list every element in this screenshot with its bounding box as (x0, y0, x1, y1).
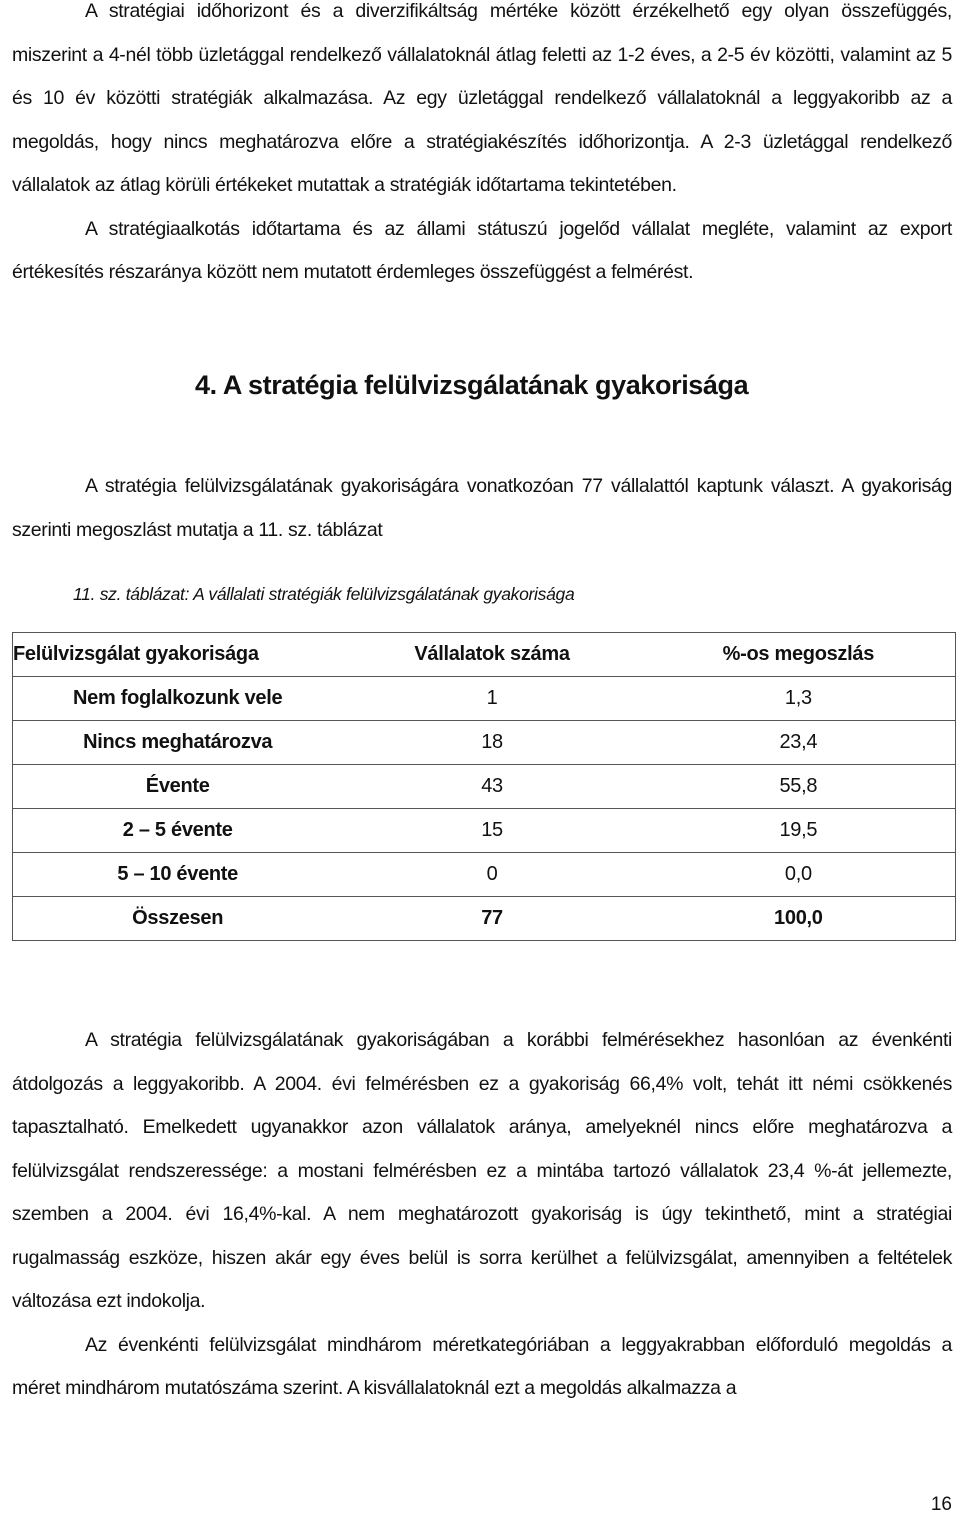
total-label: Összesen (13, 897, 343, 941)
body-paragraph: A stratégiai időhorizont és a diverzifikáltság mértéke között érzékelhető egy olyan összefüggés, miszerint a 4-nél több üzletággal rendelkező vállalatoknál átlag feletti az 1-2 éves, a 2-5 év közötti, valamint az 5 és 10 év közötti stratégiák alkalmazása. Az egy üzletággal rendelkező vállalatoknál a leggyakoribb az a megoldás, hogy nincs meghatározva előre a stratégiakészítés időhorizontja. A 2-3 üzletággal rendelkező vállalatok az átlag körüli értékeket mutattak a stratégiák időtartama tekintetében. (12, 0, 952, 196)
company-count: 15 (342, 809, 641, 853)
percent-share: 23,4 (642, 721, 956, 765)
top-text-block (12, 0, 952, 295)
row-label: 2 – 5 évente (13, 809, 343, 853)
body-paragraph: A stratégia felülvizsgálatának gyakoriságában a korábbi felmérésekhez hasonlóan az évenkénti átdolgozás a leggyakoribb. A 2004. évi felmérésben ez a gyakoriság 66,4% volt, tehát itt némi csökkenés tapasztalható. Emelkedett ugyanakkor azon vállalatok aránya, amelyeknél nincs előre meghatározva a felülvizsgálat rendszeressége: a mostani felmérésben ez a mintába tartozó vállalatok 23,4 %-át jellemezte, szemben a 2004. évi 16,4%-kal. A nem meghatározott gyakoriság is úgy tekinthető, mint a stratégiai rugalmasság eszköze, hiszen akár egy éves belül is sorra kerülhet a felülvizsgálat, amennyiben a feltételek változása ezt indokolja. (12, 1029, 952, 1312)
review-frequency-table (12, 632, 956, 941)
body-paragraph: A stratégiaalkotás időtartama és az állami státuszú jogelőd vállalat megléte, valamint az export értékesítés részaránya között nem mutatott érdemleges összefüggést a felmérést. (12, 217, 952, 283)
total-percent: 100,0 (642, 897, 956, 941)
percent-share: 1,3 (642, 677, 956, 721)
table-row (13, 721, 956, 765)
company-count: 1 (342, 677, 641, 721)
bottom-text-block (12, 1019, 952, 1411)
company-count: 0 (342, 853, 641, 897)
section-heading: 4. A stratégia felülvizsgálatának gyakorisága (195, 370, 749, 400)
row-label: Évente (13, 765, 343, 809)
table-caption: 11. sz. táblázat: A vállalati stratégiák felülvizsgálatának gyakorisága (73, 584, 575, 604)
row-label: 5 – 10 évente (13, 853, 343, 897)
percent-share: 19,5 (642, 809, 956, 853)
percent-share: 0,0 (642, 853, 956, 897)
table-row (13, 765, 956, 809)
column-header: Vállalatok száma (342, 633, 641, 677)
table-row (13, 853, 956, 897)
percent-share: 55,8 (642, 765, 956, 809)
page-number: 16 (930, 1494, 952, 1515)
table-row (13, 677, 956, 721)
column-header: Felülvizsgálat gyakorisága (13, 633, 343, 677)
row-label: Nincs meghatározva (13, 721, 343, 765)
company-count: 43 (342, 765, 641, 809)
company-count: 18 (342, 721, 641, 765)
table-header-row (13, 633, 956, 677)
table-row (13, 809, 956, 853)
intro-text-block (12, 465, 952, 552)
intro-paragraph: A stratégia felülvizsgálatának gyakoriságára vonatkozóan 77 vállalattól kaptunk választ. A gyakoriság szerinti megoszlást mutatja a 11. sz. táblázat (12, 475, 952, 541)
body-paragraph: Az évenkénti felülvizsgálat mindhárom méretkategóriában a leggyakrabban előforduló megoldás a méret mindhárom mutatószáma szerint. A kisvállalatoknál ezt a megoldás alkalmazza a (12, 1333, 952, 1399)
table-total-row (13, 897, 956, 941)
row-label: Nem foglalkozunk vele (13, 677, 343, 721)
column-header: %-os megoszlás (642, 633, 956, 677)
total-count: 77 (342, 897, 641, 941)
